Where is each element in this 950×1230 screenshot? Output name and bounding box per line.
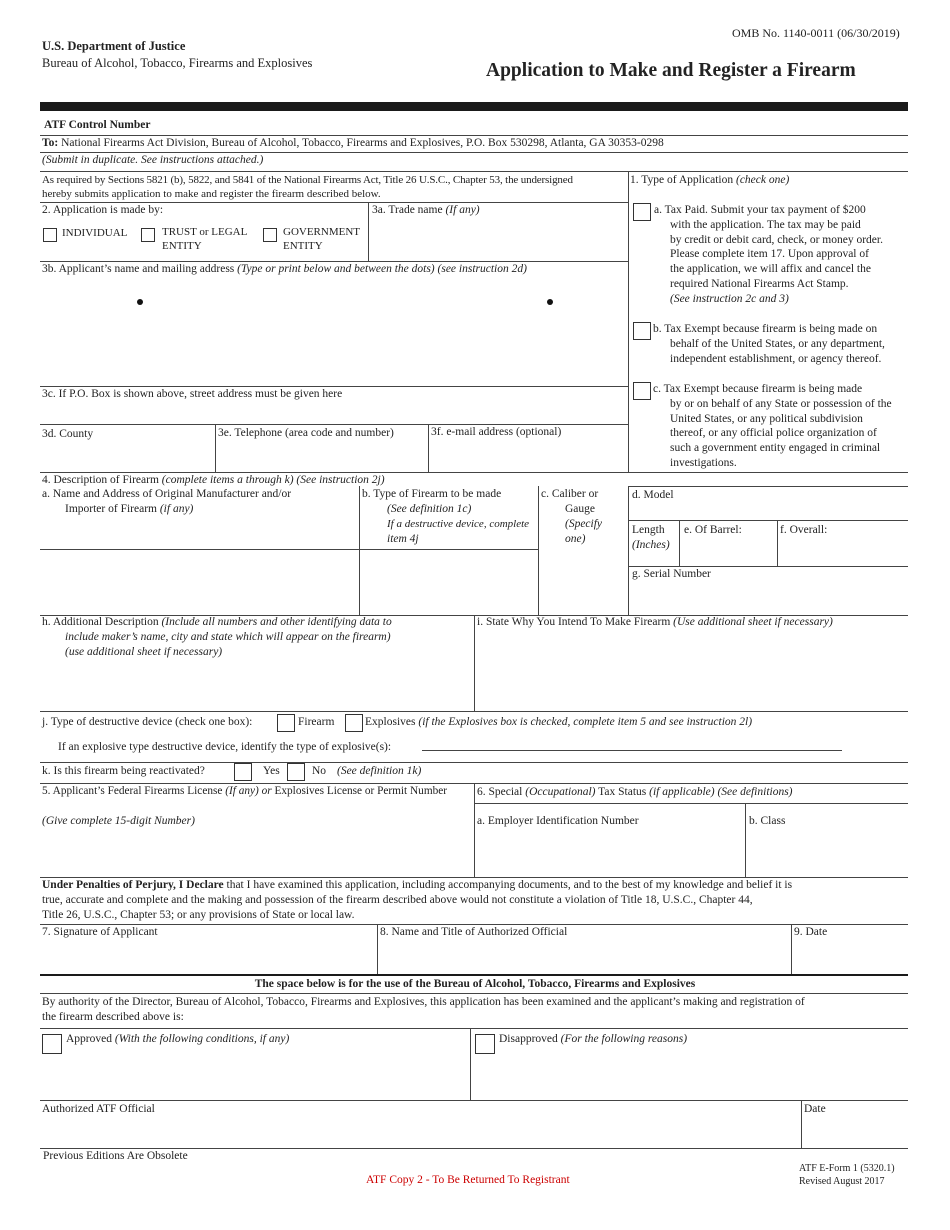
reactivated-no-checkbox[interactable] bbox=[287, 763, 305, 781]
disapproved-checkbox[interactable] bbox=[475, 1034, 495, 1054]
firearm-option-label: Firearm bbox=[298, 716, 335, 728]
explosives-checkbox[interactable] bbox=[345, 714, 363, 732]
additional-description-field[interactable] bbox=[42, 662, 470, 708]
to-address: To: National Firearms Act Division, Bureau of Alcohol, Tobacco, Firearms and Explosives, P.O. Box 530298, Atlanta, GA 30353-0298 bbox=[42, 137, 664, 149]
approved-label: Approved (With the following conditions, if any) bbox=[66, 1033, 290, 1045]
no-label: No bbox=[312, 765, 327, 777]
item1-label: 1. Type of Application (check one) bbox=[630, 174, 790, 186]
bureau-name: Bureau of Alcohol, Tobacco, Firearms and Explosives bbox=[42, 56, 313, 70]
submit-note: (Submit in duplicate. See instructions attached.) bbox=[42, 154, 264, 166]
address-right-dot bbox=[547, 299, 553, 305]
tax-exempt-federal-checkbox[interactable] bbox=[633, 322, 651, 340]
length-label: Length (Inches) bbox=[632, 524, 670, 551]
item4b-label: b. Type of Firearm to be made (See definition 1c) If a destructive device, complete item 4j bbox=[362, 488, 530, 545]
form-number: ATF E-Form 1 (5320.1) Revised August 2017 bbox=[799, 1163, 895, 1187]
bureau-use-heading: The space below is for the use of the Bureau of Alcohol, Tobacco, Firearms and Explosives bbox=[254, 978, 696, 990]
applicant-signature-field[interactable] bbox=[42, 942, 374, 972]
authorized-atf-official-label: Authorized ATF Official bbox=[42, 1103, 155, 1115]
explosive-type-label: If an explosive type destructive device, identify the type of explosive(s): bbox=[58, 741, 392, 753]
item2-label: 2. Application is made by: bbox=[42, 204, 164, 216]
purpose-field[interactable] bbox=[478, 634, 906, 708]
approved-checkbox[interactable] bbox=[42, 1034, 62, 1054]
item4k-label: k. Is this firearm being reactivated? bbox=[42, 765, 205, 777]
form-title: Application to Make and Register a Firearm bbox=[486, 60, 856, 81]
government-entity-checkbox[interactable] bbox=[263, 228, 277, 242]
perjury-declaration: Under Penalties of Perjury, I Declare that I have examined this application, including accompanying documents, and to the best of my knowledge and belief it is true, accurate and complete and the making and possession of the firearm described above would not constitute a violation of Title 18, U.S.C., Chapter 44, Title 26, U.S.C., Chapter 53; or any provisions of State or local law. bbox=[42, 879, 793, 921]
county-field[interactable] bbox=[42, 444, 212, 470]
omb-number: OMB No. 1140-0011 (06/30/2019) bbox=[732, 26, 900, 40]
option-a-text: a. Tax Paid. Submit your tax payment of $200 with the application. The tax may be paid by credit or debit card, check, or money order. Please complete item 17. Upon approval of the application, we will affix and cancel the required National Firearms Act Stamp. (See instruction 2c and 3) bbox=[654, 204, 883, 305]
tax-exempt-state-checkbox[interactable] bbox=[633, 382, 651, 400]
email-field[interactable] bbox=[431, 444, 625, 470]
bureau-authority-text: By authority of the Director, Bureau of Alcohol, Tobacco, Firearms and Explosives, this application has been examined and the applicant’s making and registration of the firearm described above is: bbox=[42, 996, 805, 1023]
previous-editions-note: Previous Editions Are Obsolete bbox=[43, 1150, 188, 1162]
explosive-type-field[interactable] bbox=[422, 750, 842, 751]
telephone-field[interactable] bbox=[218, 444, 424, 470]
street-address-field[interactable] bbox=[42, 403, 622, 423]
department-name: U.S. Department of Justice bbox=[42, 39, 186, 53]
item3e-label: 3e. Telephone (area code and number) bbox=[218, 427, 394, 439]
atf-official-field[interactable] bbox=[42, 1118, 798, 1146]
item6-label: 6. Special (Occupational) Tax Status (if applicable) (See definitions) bbox=[477, 786, 793, 798]
individual-label: INDIVIDUAL bbox=[62, 227, 128, 239]
overall-length-label: f. Overall: bbox=[780, 524, 828, 536]
item4j-label: j. Type of destructive device (check one box): bbox=[42, 716, 253, 728]
authorized-official-field[interactable] bbox=[381, 942, 787, 972]
item3d-label: 3d. County bbox=[42, 428, 94, 440]
ein-field[interactable] bbox=[478, 834, 742, 874]
explosives-option-label: Explosives (if the Explosives box is checked, complete item 5 and see instruction 2l) bbox=[365, 716, 753, 728]
item8-label: 8. Name and Title of Authorized Official bbox=[380, 926, 568, 938]
item4c-label: c. Caliber or Gauge (Specify one) bbox=[541, 488, 603, 545]
atf-control-number-label: ATF Control Number bbox=[44, 119, 151, 131]
trust-entity-label: TRUST or LEGAL ENTITY bbox=[162, 226, 248, 252]
item4h-label: h. Additional Description (Include all numbers and other identifying data to include maker’s name, city and state which will appear on the firearm) (use additional sheet if necessary) bbox=[42, 616, 392, 658]
definition-note: (See definition 1k) bbox=[337, 765, 422, 777]
name-address-field[interactable] bbox=[145, 282, 543, 382]
intro-line-2: hereby submits application to make and register the firearm described below. bbox=[42, 188, 381, 200]
disapproved-label: Disapproved (For the following reasons) bbox=[499, 1033, 688, 1045]
reactivated-yes-checkbox[interactable] bbox=[234, 763, 252, 781]
signature-date-field[interactable] bbox=[795, 942, 905, 972]
item4g-label: g. Serial Number bbox=[632, 568, 711, 580]
trust-entity-checkbox[interactable] bbox=[141, 228, 155, 242]
item3a-label: 3a. Trade name (If any) bbox=[372, 204, 480, 216]
copy-note: ATF Copy 2 - To Be Returned To Registrant bbox=[366, 1174, 570, 1186]
firearm-type-field[interactable] bbox=[362, 553, 535, 613]
trade-name-field[interactable] bbox=[372, 220, 622, 258]
license-number-note: (Give complete 15-digit Number) bbox=[42, 815, 195, 827]
item6a-label: a. Employer Identification Number bbox=[477, 815, 639, 827]
license-number-field[interactable] bbox=[42, 834, 470, 874]
intro-line-1: As required by Sections 5821 (b), 5822, and 5841 of the National Firearms Act, Title 26 U.S.C., Chapter 53, the undersigned bbox=[42, 174, 573, 186]
individual-checkbox[interactable] bbox=[43, 228, 57, 242]
item4i-label: i. State Why You Intend To Make Firearm (Use additional sheet if necessary) bbox=[477, 616, 833, 628]
model-field[interactable] bbox=[634, 503, 904, 518]
option-c-text: c. Tax Exempt because firearm is being made by or on behalf of any State or possession of the United States, or any political subdivision thereof, or any official police organization of such a government entity engaged in criminal investigations. bbox=[653, 383, 892, 469]
class-field[interactable] bbox=[749, 834, 905, 874]
item4d-label: d. Model bbox=[632, 489, 674, 501]
approval-date-field[interactable] bbox=[805, 1118, 905, 1146]
item7-label: 7. Signature of Applicant bbox=[42, 926, 158, 938]
option-b-text: b. Tax Exempt because firearm is being made on behalf of the United States, or any department, independent establishment, or agency thereof. bbox=[653, 323, 885, 365]
item4-label: 4. Description of Firearm (complete items a through k) (See instruction 2j) bbox=[42, 474, 385, 486]
item3b-label: 3b. Applicant’s name and mailing address (Type or print below and between the dots) (see instruction 2d) bbox=[42, 263, 527, 275]
approval-date-label: Date bbox=[804, 1103, 826, 1115]
item3c-label: 3c. If P.O. Box is shown above, street address must be given here bbox=[42, 388, 343, 400]
item3f-label: 3f. e-mail address (optional) bbox=[431, 426, 562, 438]
item5-label: 5. Applicant’s Federal Firearms License (If any) or Explosives License or Permit Number bbox=[42, 785, 448, 797]
item4a-label: a. Name and Address of Original Manufacturer and/or Importer of Firearm (if any) bbox=[42, 488, 292, 515]
item9-label: 9. Date bbox=[794, 926, 828, 938]
address-left-dot bbox=[137, 299, 143, 305]
item6b-label: b. Class bbox=[749, 815, 786, 827]
barrel-length-label: e. Of Barrel: bbox=[684, 524, 742, 536]
yes-label: Yes bbox=[263, 765, 280, 777]
header-rule bbox=[40, 102, 908, 111]
tax-paid-checkbox[interactable] bbox=[633, 203, 651, 221]
caliber-field[interactable] bbox=[541, 553, 625, 613]
serial-number-field[interactable] bbox=[634, 584, 904, 614]
government-entity-label: GOVERNMENT ENTITY bbox=[283, 226, 360, 252]
firearm-checkbox[interactable] bbox=[277, 714, 295, 732]
manufacturer-field[interactable] bbox=[42, 553, 356, 613]
